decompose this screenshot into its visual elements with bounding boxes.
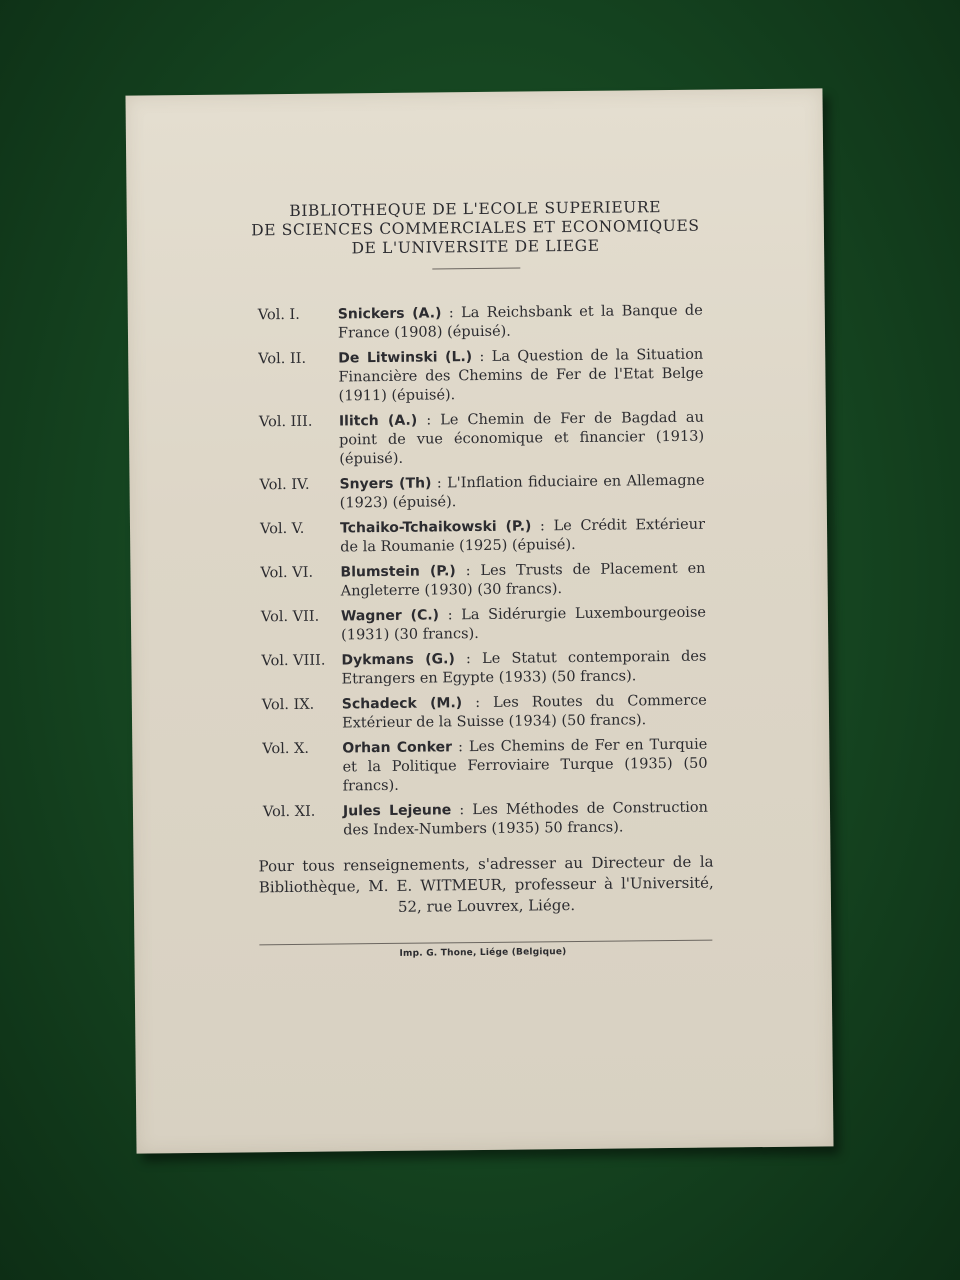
volume-number: Vol. IX. xyxy=(261,696,315,714)
volume-description xyxy=(339,409,705,470)
volume-number: Vol. VIII. xyxy=(261,652,326,670)
volume-number: Vol. XI. xyxy=(262,803,316,821)
volume-number: Vol. VII. xyxy=(260,608,320,626)
header-divider xyxy=(432,268,520,270)
volume-entry xyxy=(258,302,703,345)
volume-number: Vol. I. xyxy=(257,306,300,324)
volume-title: : La Sidérurgie Luxembourgeoise (1931) (30 francs). xyxy=(341,604,707,644)
volume-entry xyxy=(262,692,707,735)
volume-number: Vol. VI. xyxy=(260,564,314,582)
volume-entry xyxy=(258,346,704,408)
volume-entry xyxy=(259,409,705,471)
volume-title: : La Question de la Situation Financière des Chemins de Fer de l'Etat Belge (1911) (épuisé). xyxy=(338,346,704,405)
header-line-2: DE SCIENCES COMMERCIALES ET ECONOMIQUES xyxy=(251,216,700,240)
volume-author: Tchaiko-Tchaikowski (P.) xyxy=(339,518,532,537)
volume-number: Vol. II. xyxy=(258,350,307,368)
volume-number: Vol. III. xyxy=(258,413,313,431)
volume-entry xyxy=(260,560,705,603)
header-line-1: BIBLIOTHEQUE DE L'ECOLE SUPERIEURE xyxy=(289,198,662,220)
volume-title: : L'Inflation fiduciaire en Allemagne (1923) (épuisé). xyxy=(339,472,705,512)
volume-author: Orhan Conker xyxy=(342,739,453,757)
book-back-cover xyxy=(125,88,833,1153)
volume-title: : Le Chemin de Fer de Bagdad au point de vue économique et financier (1913) (épuisé). xyxy=(339,409,705,468)
volume-description xyxy=(339,472,704,514)
header-line-3: DE L'UNIVERSITE DE LIEGE xyxy=(351,236,600,258)
volume-author: Blumstein (P.) xyxy=(340,563,456,581)
contact-line-3: 52, rue Louvrex, Liége. xyxy=(397,896,576,916)
volume-author: Wagner (C.) xyxy=(340,607,440,625)
volume-description xyxy=(338,346,704,407)
volume-author: Jules Lejeune xyxy=(342,802,452,820)
contact-line-2: Bibliothèque, M. E. WITMEUR, professeur à l'Université, xyxy=(258,873,714,897)
series-header xyxy=(127,196,825,260)
footer-divider xyxy=(259,940,712,946)
volume-entry xyxy=(260,516,705,559)
contact-notice xyxy=(258,852,714,920)
volume-list xyxy=(258,302,709,848)
volume-entry xyxy=(259,472,704,515)
volume-author: Ilitch (A.) xyxy=(338,412,418,430)
volume-description xyxy=(343,799,708,841)
volume-entry xyxy=(261,648,706,691)
volume-author: Dykmans (G.) xyxy=(341,651,455,669)
volume-author: De Litwinski (L.) xyxy=(338,349,473,367)
volume-description xyxy=(340,560,705,602)
volume-author: Snyers (Th) xyxy=(339,475,432,493)
volume-title: : Les Chemins de Fer en Turquie et la Politique Ferroviaire Turque (1935) (50 francs). xyxy=(342,736,708,795)
volume-title: : Les Trusts de Placement en Angleterre (1930) (30 francs). xyxy=(340,560,706,600)
volume-description xyxy=(341,604,706,646)
volume-description xyxy=(338,302,703,344)
volume-title: : Le Crédit Extérieur de la Roumanie (1925) (épuisé). xyxy=(340,516,706,556)
volume-author: Schadeck (M.) xyxy=(341,695,463,713)
contact-line-1: Pour tous renseignements, s'adresser au Directeur de la xyxy=(258,852,714,876)
printer-imprint: Imp. G. Thone, Liége (Belgique) xyxy=(399,947,567,959)
volume-number: Vol. V. xyxy=(259,520,305,538)
volume-number: Vol. X. xyxy=(262,740,310,758)
volume-description xyxy=(341,648,706,690)
volume-title: : Les Méthodes de Construction des Index-Numbers (1935) 50 francs). xyxy=(343,799,709,839)
volume-description xyxy=(340,516,705,558)
volume-title: : Les Routes du Commerce Extérieur de la Suisse (1934) (50 francs). xyxy=(341,692,707,732)
volume-title: : Le Statut contemporain des Etrangers en Egypte (1933) (50 francs). xyxy=(341,648,707,688)
volume-title: : La Reichsbank et la Banque de France (1908) (épuisé). xyxy=(337,302,703,342)
volume-author: Snickers (A.) xyxy=(337,305,442,323)
volume-entry xyxy=(263,799,708,842)
volume-entry xyxy=(262,736,708,798)
volume-description xyxy=(342,692,707,734)
volume-description xyxy=(342,736,708,797)
volume-entry xyxy=(261,604,706,647)
volume-number: Vol. IV. xyxy=(259,476,310,494)
